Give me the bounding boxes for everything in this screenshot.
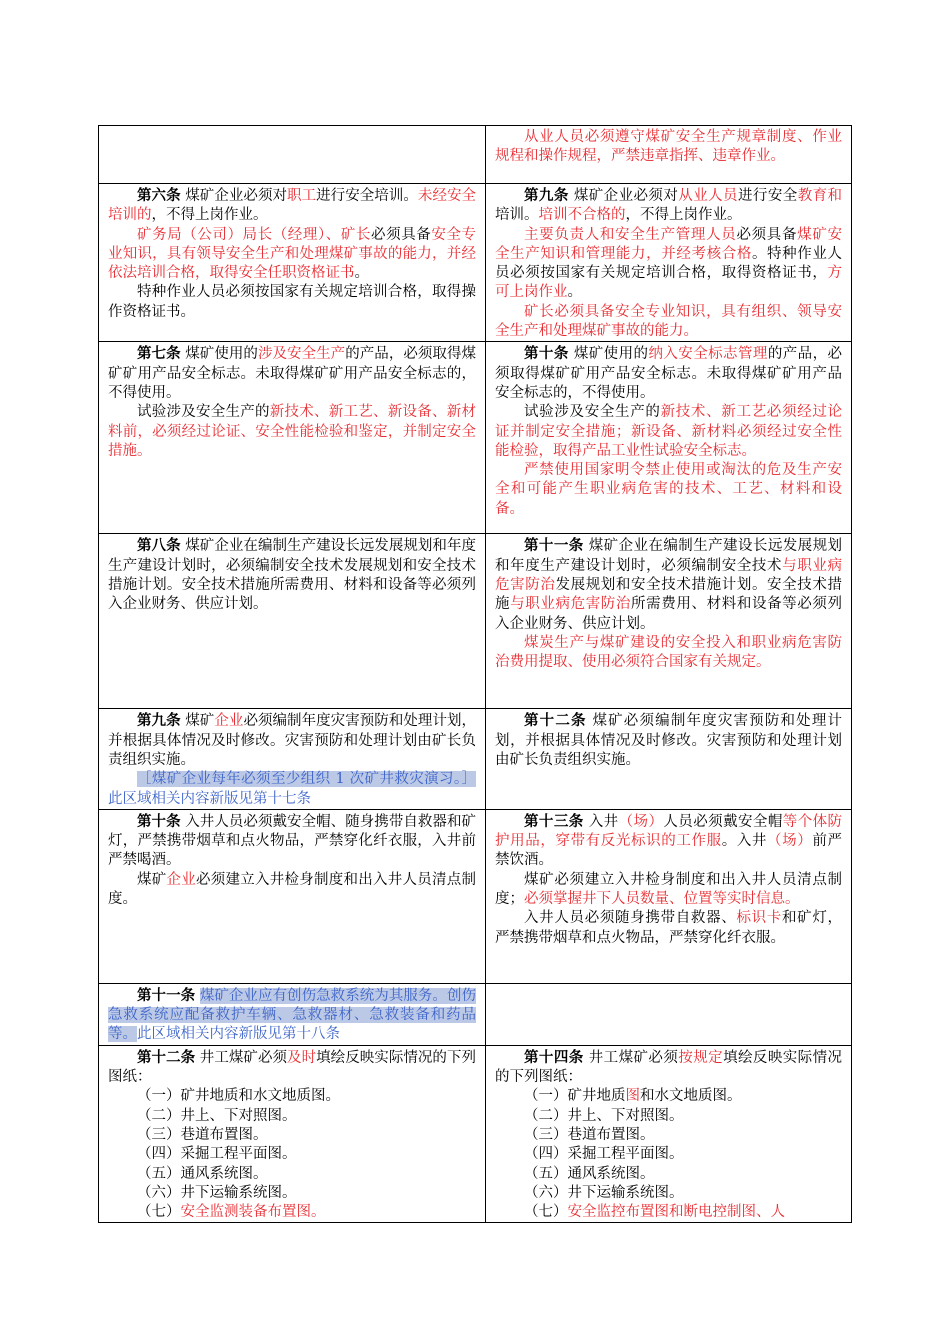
paragraph: [495, 128, 842, 167]
text-run: 必须建立入井检身制度和出入井人员清点制度。: [108, 871, 476, 908]
text-run: 企业: [166, 871, 196, 888]
paragraph: [495, 1126, 842, 1145]
article-number: 第九条: [137, 712, 181, 730]
text-run: 进行安全: [737, 188, 798, 204]
paragraph: [108, 1048, 476, 1088]
paragraph: [108, 1126, 476, 1145]
text-run: 。: [354, 265, 369, 282]
paragraph: [108, 1184, 476, 1203]
cross-reference-note[interactable]: 此区域相关内容新版见第十八条: [137, 1026, 340, 1043]
article-number: 第十一条: [524, 537, 584, 555]
text-run: 试验涉及安全生产的: [137, 404, 270, 421]
text-run: （七）: [524, 1204, 568, 1221]
article-number: 第九条: [524, 187, 569, 204]
text-run: （六）井下运输系统图。: [137, 1184, 297, 1201]
new-version-cell: [486, 709, 852, 809]
text-run: 必须具备: [371, 226, 432, 243]
paragraph: [108, 1165, 476, 1184]
paragraph: [495, 812, 842, 871]
text-run: 煤矿必须编制年度灾害预防和处理计划，并根据具体情况及时修改。灾害预防和处理计划由矿长负责组织实施。: [495, 713, 843, 768]
article-number: 第六条: [137, 187, 181, 204]
new-version-cell: [486, 983, 852, 1045]
comparison-table: [98, 125, 852, 1223]
text-run: 煤炭生产与煤矿建设的安全投入和职业病危害防治费用提取、使用必须符合国家有关规定。: [495, 634, 842, 671]
old-version-cell: [99, 184, 486, 342]
table-row: [99, 983, 852, 1045]
text-run: （六）井下运输系统图。: [524, 1184, 684, 1201]
new-version-cell: [486, 534, 852, 709]
text-run: 煤矿使用的: [568, 346, 649, 363]
text-run: （五）通风系统图。: [524, 1165, 655, 1182]
text-run: 按规定: [678, 1049, 724, 1066]
text-run: 培训。: [495, 207, 539, 224]
old-version-cell: [99, 534, 486, 709]
old-version-cell: [99, 709, 486, 809]
text-run: 图: [625, 1088, 640, 1105]
text-run: 安全专业知识，具有领导安全生产和处理煤矿事故的能力，并经依法培训合格，取得安全任职资格证书: [108, 226, 477, 282]
text-run: （二）井上、下对照图。: [137, 1107, 297, 1124]
paragraph: [495, 303, 842, 342]
text-run: 的产品，必须取得煤矿矿用产品安全标志。未取得煤矿矿用产品安全标志的，不得使用。: [108, 346, 477, 401]
paragraph: [108, 536, 476, 614]
paragraph: [495, 1165, 842, 1184]
paragraph: [495, 1203, 842, 1222]
table-row: [99, 126, 852, 184]
old-version-cell: [99, 126, 486, 184]
article-number: 第十四条: [524, 1048, 584, 1066]
text-run: 煤矿企业在编制生产建设长远发展规划和年度生产建设计划时，必须编制安全技术发展规划和安全技术措施计划。安全技术措施所需费用、材料和设备等必须列入企业财务、供应计划。: [108, 538, 477, 613]
text-run: （三）巷道布置图。: [524, 1126, 655, 1143]
paragraph: [495, 634, 842, 673]
text-run: 。: [567, 284, 582, 301]
text-run: 煤矿必须建立入井检身制度和出入井人员清点制度；: [495, 871, 842, 908]
text-run: 安全监控布置图和断电控制图、人: [567, 1204, 785, 1221]
text-run: ，不得上岗作业。: [151, 207, 268, 224]
text-run: 与职业病危害防治: [510, 596, 632, 613]
text-run: （三）巷道布置图。: [137, 1126, 268, 1143]
text-run: 。特种作业人员必须按国家有关规定培训合格，取得资格证书，: [495, 245, 843, 282]
text-run: 涉及安全生产: [257, 346, 346, 363]
text-run: （七）: [137, 1204, 181, 1221]
text-run: 职工: [287, 188, 317, 204]
paragraph: [108, 871, 476, 910]
text-run: 煤矿企业必须对: [568, 188, 679, 204]
paragraph: [108, 344, 476, 403]
paragraph: [108, 1107, 476, 1126]
text-run: （一）矿井地质: [524, 1088, 626, 1105]
text-run: （四）采掘工程平面图。: [524, 1146, 684, 1163]
text-run: 从业人员: [678, 188, 738, 204]
paragraph: [495, 403, 842, 461]
article-number: 第十一条: [137, 986, 196, 1004]
paragraph: [108, 986, 476, 1045]
text-run: 与职业病危害防治: [495, 557, 843, 593]
text-run: 从业人员必须遵守煤矿安全生产规章制度、作业规程和操作规程，严禁违章指挥、违章作业。: [495, 129, 842, 165]
text-run: 煤矿: [180, 713, 215, 730]
table-row: [99, 1045, 852, 1223]
text-run: 主要负责人和安全生产管理人员: [524, 226, 737, 243]
text-run: 必须掌握井下人员数量、位置等实时信息。: [524, 891, 800, 908]
article-number: 第七条: [137, 345, 181, 363]
article-number: 第十二条: [137, 1048, 196, 1066]
new-version-cell: [486, 126, 852, 184]
text-run: （五）通风系统图。: [137, 1165, 268, 1182]
text-run: 教育和: [797, 188, 843, 204]
old-version-cell: [99, 1045, 486, 1223]
new-version-cell: [486, 1045, 852, 1223]
text-run: 标识卡: [736, 910, 782, 927]
text-run: 所需费用、材料和设备等必须列入企业财务、供应计划。: [495, 596, 843, 632]
text-run: 特种作业人员必须按国家有关规定培训合格，取得操作资格证书。: [108, 284, 476, 320]
table-row: [99, 342, 852, 534]
text-run: 纳入安全标志管理: [648, 346, 768, 363]
paragraph: [495, 461, 842, 519]
new-version-cell: [486, 342, 852, 534]
paragraph: [495, 226, 842, 303]
text-run: 矿长必须具备安全专业知识，具有组织、领导安全生产和处理煤矿事故的能力。: [495, 303, 842, 340]
text-run: 填绘反映实际情况的下列图纸：: [495, 1049, 843, 1086]
paragraph: [108, 812, 476, 871]
text-run: ，不得上岗作业。: [625, 207, 742, 224]
article-number: 第八条: [137, 537, 181, 555]
article-number: 第十二条: [524, 712, 587, 730]
paragraph: [495, 871, 842, 910]
paragraph: [108, 770, 476, 809]
text-run: 及时: [287, 1049, 317, 1066]
text-run: 煤矿使用的: [180, 346, 258, 363]
text-run: （四）采掘工程平面图。: [137, 1146, 297, 1163]
text-run: 发展规划和安全技术措施计划。安全技术措施: [495, 576, 843, 613]
text-run: 必须编制年度灾害预防和处理计划，并根据具体情况及时修改。灾害预防和处理计划由矿长负责组织实施。: [108, 713, 477, 768]
text-run: 的产品，必须取得煤矿矿用产品安全标志。未取得煤矿矿用产品安全标志的，不得使用。: [495, 346, 843, 401]
table-row: [99, 534, 852, 709]
text-run: 培训不合格的: [538, 207, 626, 224]
text-run: 试验涉及安全生产的: [524, 404, 661, 421]
text-run: 煤矿企业应有创伤急救系统为其服务。创伤急救系统应配备救护车辆、急救器材、急救装备和药品等。: [108, 987, 477, 1043]
paragraph: [108, 186, 476, 226]
text-run: （场）: [618, 813, 664, 830]
text-run: 煤矿企业必须对: [180, 188, 288, 204]
article-number: 第十条: [137, 812, 181, 830]
table-row: [99, 809, 852, 983]
old-version-cell: [99, 809, 486, 983]
article-number: 第十条: [524, 345, 569, 363]
text-run: 和水文地质图。: [640, 1088, 742, 1105]
new-version-cell: [486, 809, 852, 983]
text-run: 未经安全培训的: [108, 188, 477, 224]
paragraph: [495, 186, 842, 226]
table-row: [99, 184, 852, 342]
text-run: 方可上岗作业: [495, 265, 842, 301]
paragraph: [108, 283, 476, 322]
text-run: 煤矿企业在编制生产建设长远发展规划和年度生产建设计划时，必须编制安全技术: [495, 538, 843, 574]
text-run: 严禁使用国家明令禁止使用或淘汰的危及生产安全和可能产生职业病危害的技术、工艺、材料和设备。: [495, 462, 842, 517]
text-run: 井工煤矿必须: [195, 1049, 288, 1066]
cross-reference-note[interactable]: 此区域相关内容新版见第十七条: [108, 790, 311, 807]
text-run: 入井人员必须戴安全帽、随身携带自救器和矿灯，严禁携带烟草和点火物品，严禁穿化纤衣服，入井前严禁喝酒。: [108, 813, 477, 869]
text-run: 填绘反映实际情况的下列图纸：: [108, 1049, 477, 1086]
paragraph: [108, 226, 476, 284]
old-version-cell: [99, 342, 486, 534]
text-run: 新技术、新工艺必须经过论证并制定安全措施；新设备、新材料必须经过安全性能检验，取得产品工业性试验安全标志。: [495, 404, 843, 459]
paragraph: [495, 1048, 842, 1088]
text-run: 进行安全培训。: [316, 188, 418, 204]
text-run: 企业: [214, 713, 244, 730]
text-run: 入井: [583, 813, 619, 830]
paragraph: [495, 536, 842, 633]
text-run: 等个体防护用品，穿带有反光标识的工作服: [495, 813, 843, 850]
text-run: （场）: [767, 833, 813, 850]
table-row: [99, 709, 852, 809]
text-run: 新技术、新工艺、新设备、新材料前，必须经过论证、安全性能检验和鉴定，并制定安全措施。: [108, 404, 476, 459]
paragraph: [495, 344, 842, 403]
old-version-cell: [99, 983, 486, 1045]
paragraph: [495, 909, 842, 948]
paragraph: [495, 1107, 842, 1126]
article-number: 第十三条: [524, 812, 584, 830]
text-run: （一）矿井地质和水文地质图。: [137, 1088, 340, 1105]
text-run: ［煤矿企业每年必须至少组织 1 次矿井救灾演习。］: [137, 771, 476, 788]
text-run: 入井人员必须随身携带自救器、: [524, 910, 737, 927]
text-run: 和矿灯，严禁携带烟草和点火物品，严禁穿化纤衣服。: [495, 910, 843, 946]
text-run: 安全监测装备布置图。: [180, 1204, 326, 1221]
paragraph: [495, 1145, 842, 1164]
text-run: 煤矿: [137, 871, 167, 888]
new-version-cell: [486, 184, 852, 342]
text-run: 前严禁饮酒。: [495, 833, 843, 869]
paragraph: [108, 711, 476, 770]
text-run: 井工煤矿必须: [583, 1049, 679, 1066]
paragraph: [108, 403, 476, 461]
text-run: 煤矿安全生产知识和管理能力，并经考核合格: [495, 226, 843, 262]
paragraph: [495, 1087, 842, 1106]
paragraph: [108, 1087, 476, 1106]
paragraph: [495, 1184, 842, 1203]
text-run: 。入井: [721, 833, 768, 850]
text-run: 矿务局（公司）局长（经理）、矿长: [137, 226, 372, 243]
text-run: （二）井上、下对照图。: [524, 1107, 684, 1124]
text-run: 人员必须戴安全帽: [663, 813, 783, 830]
paragraph: [108, 1145, 476, 1164]
paragraph: [495, 711, 842, 770]
text-run: 必须具备: [736, 226, 798, 243]
paragraph: [108, 1203, 476, 1222]
